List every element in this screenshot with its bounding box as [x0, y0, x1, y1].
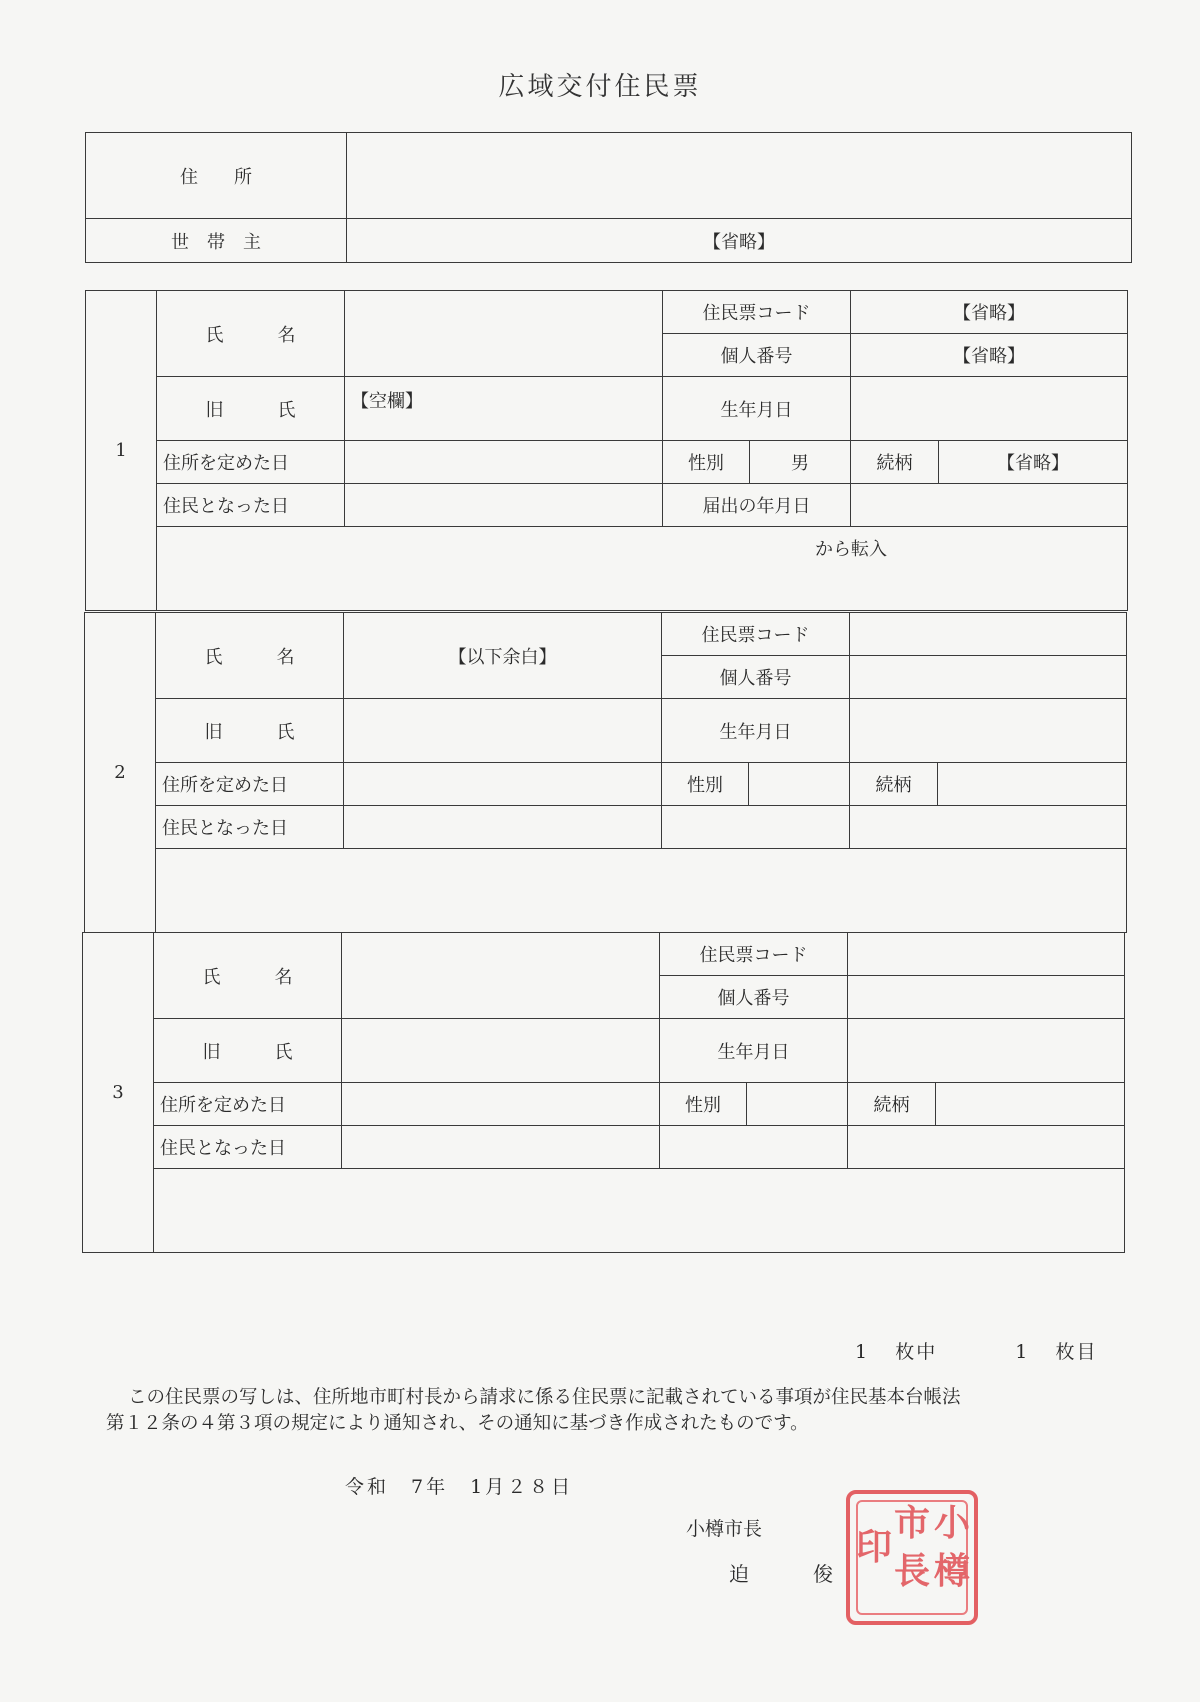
- person-index: 3: [83, 933, 154, 1253]
- seal-glyph: 長: [894, 1550, 931, 1592]
- page-count: [855, 1337, 1098, 1364]
- former-name-label: 旧 氏: [154, 1019, 342, 1083]
- sex-label: 性別: [663, 441, 750, 484]
- sex-label: 性別: [660, 1083, 747, 1126]
- remarks-cell: [154, 1169, 1125, 1253]
- person-index: 1: [86, 291, 157, 611]
- resident-date-label: 住民となった日: [154, 1126, 342, 1169]
- household-header-table: [85, 132, 1132, 263]
- resident-date-label: 住民となった日: [156, 806, 344, 849]
- name-value: 【以下余白】: [344, 613, 662, 699]
- birth-date-label: 生年月日: [663, 377, 851, 441]
- issuer-name: 迫 俊: [729, 1562, 855, 1586]
- seal-glyph: 市: [894, 1502, 931, 1544]
- name-label: 氏 名: [157, 291, 345, 377]
- page-current-suffix: 枚目: [1055, 1341, 1098, 1363]
- name-value: [342, 933, 660, 1019]
- address-value: [347, 133, 1132, 219]
- sex-value: [749, 763, 850, 806]
- person-block-1: [85, 290, 1128, 611]
- page-current-number: 1: [1015, 1341, 1030, 1363]
- former-name-label: 旧 氏: [157, 377, 345, 441]
- address-date-value: [342, 1083, 660, 1126]
- issuer-title: 小樽市長: [686, 1518, 763, 1540]
- birth-date-label: 生年月日: [660, 1019, 848, 1083]
- name-label: 氏 名: [154, 933, 342, 1019]
- former-name-value: 【空欄】: [345, 377, 663, 441]
- document-title: 広域交付住民票: [498, 72, 702, 102]
- relation-label: 続柄: [850, 763, 938, 806]
- my-number-value: [848, 976, 1125, 1019]
- seal-glyph: 樽: [934, 1550, 971, 1592]
- address-date-label: 住所を定めた日: [156, 763, 344, 806]
- address-date-value: [345, 441, 663, 484]
- my-number-label: 個人番号: [662, 656, 850, 699]
- householder-label: 世 帯 主: [86, 219, 347, 263]
- certification-line-1: この住民票の写しは、住所地市町村長から請求に係る住民票に記載されている事項が住民基本台帳法: [128, 1387, 961, 1408]
- relation-label: 続柄: [851, 441, 939, 484]
- person-index: 2: [85, 613, 156, 933]
- notify-date-value: [851, 484, 1128, 527]
- certification-statement: [106, 1385, 1106, 1437]
- resident-code-value: 【省略】: [851, 291, 1128, 334]
- resident-code-value: [850, 613, 1127, 656]
- relation-value: [938, 763, 1127, 806]
- birth-date-value: [848, 1019, 1125, 1083]
- my-number-value: [850, 656, 1127, 699]
- former-name-value: [344, 699, 662, 763]
- page-total-number: 1: [855, 1341, 870, 1363]
- address-date-label: 住所を定めた日: [157, 441, 345, 484]
- resident-date-label: 住民となった日: [157, 484, 345, 527]
- relation-value: [936, 1083, 1125, 1126]
- sex-value: 男: [750, 441, 851, 484]
- relation-value: 【省略】: [939, 441, 1128, 484]
- resident-code-value: [848, 933, 1125, 976]
- sex-label: 性別: [662, 763, 749, 806]
- name-label: 氏 名: [156, 613, 344, 699]
- notify-date-label: [660, 1126, 848, 1169]
- remarks-cell: から転入: [157, 527, 1128, 611]
- my-number-value: 【省略】: [851, 334, 1128, 377]
- resident-code-label: 住民票コード: [663, 291, 851, 334]
- seal-glyph: 小: [934, 1502, 971, 1544]
- resident-date-value: [342, 1126, 660, 1169]
- sex-value: [747, 1083, 848, 1126]
- resident-code-label: 住民票コード: [660, 933, 848, 976]
- notify-date-label: [662, 806, 850, 849]
- seal-glyph: 印: [856, 1526, 893, 1568]
- address-date-label: 住所を定めた日: [154, 1083, 342, 1126]
- former-name-label: 旧 氏: [156, 699, 344, 763]
- birth-date-value: [851, 377, 1128, 441]
- official-seal-stamp: [846, 1490, 978, 1625]
- relation-label: 続柄: [848, 1083, 936, 1126]
- birth-date-value: [850, 699, 1127, 763]
- address-date-value: [344, 763, 662, 806]
- issue-date: 令和 7年 1月２８日: [345, 1476, 574, 1498]
- former-name-value: [342, 1019, 660, 1083]
- notify-date-label: 届出の年月日: [663, 484, 851, 527]
- remarks-cell: [156, 849, 1127, 933]
- resident-code-label: 住民票コード: [662, 613, 850, 656]
- person-block-2: [84, 612, 1127, 933]
- notify-date-value: [850, 806, 1127, 849]
- resident-date-value: [345, 484, 663, 527]
- address-label: 住 所: [86, 133, 347, 219]
- birth-date-label: 生年月日: [662, 699, 850, 763]
- person-block-3: [82, 932, 1125, 1253]
- my-number-label: 個人番号: [660, 976, 848, 1019]
- my-number-label: 個人番号: [663, 334, 851, 377]
- name-value: [345, 291, 663, 377]
- certification-line-2: 第１２条の４第３項の規定により通知され、その通知に基づき作成されたものです。: [106, 1413, 809, 1434]
- resident-date-value: [344, 806, 662, 849]
- householder-value: 【省略】: [347, 219, 1132, 263]
- notify-date-value: [848, 1126, 1125, 1169]
- page-total-suffix: 枚中: [895, 1341, 938, 1363]
